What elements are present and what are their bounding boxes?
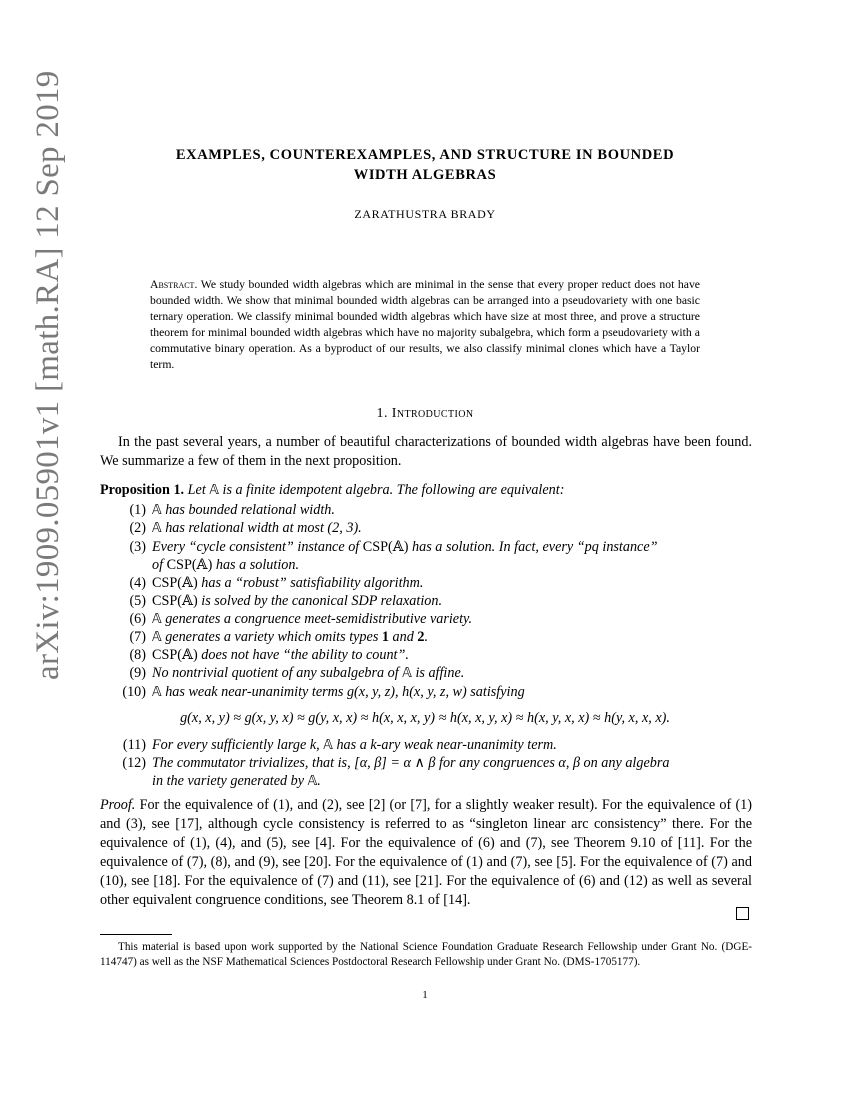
algebra-symbol: 𝔸 [402,666,412,681]
arxiv-stamp: arXiv:1909.05901v1 [math.RA] 12 Sep 2019 [30,70,66,680]
intro-paragraph: In the past several years, a number of beautiful characterizations of bounded width algebras have been found. We summarize a few of them in the next proposition. [100,434,752,469]
item-number: (2) [129,520,146,536]
item-number: (1) [129,502,146,518]
item-text: has weak near-unanimity terms g(x, y, z), h(x, y, z, w) satisfying [165,684,525,700]
paper-title [100,145,750,185]
item-text-dot: . [424,629,429,645]
item-number: (5) [129,593,146,609]
csp-symbol: CSP(𝔸) [166,557,213,573]
footnote-rule [100,934,172,935]
item-number: (8) [129,647,146,663]
csp-symbol: CSP(𝔸) [152,575,198,591]
algebra-symbol: 𝔸 [152,612,162,627]
item-text: has a k-ary weak near-unanimity term. [336,737,557,753]
item-text: does not have “the ability to count”. [201,647,409,663]
item-text: No nontrivial quotient of any subalgebra of [152,665,399,681]
type-two: 2 [417,629,425,645]
csp-symbol: CSP(𝔸) [152,593,198,609]
item-text: For every sufficiently large k, [152,737,320,753]
proof-paragraph [100,796,752,910]
item-number: (6) [129,611,146,627]
item-text: The commutator trivializes, that is, [α, β] = α ∧ β for any congruences α, β on any algebra [152,755,670,771]
item-text-and: and [392,629,414,645]
item-number: (9) [129,665,146,681]
item-text: has a “robust” satisfiability algorithm. [201,575,424,591]
item-text: has relational width at most (2, 3). [165,520,362,536]
item-text: is affine. [415,665,465,681]
csp-symbol: CSP(𝔸) [362,539,409,555]
section-number: 1. [376,406,388,421]
item-text: generates a variety which omits types [165,629,379,645]
item-text: has bounded relational width. [165,502,335,518]
section-title: Introduction [391,406,474,421]
item-number: (3) [129,539,146,555]
abstract [150,277,700,373]
csp-symbol: CSP(𝔸) [152,647,198,663]
proposition-let: Let [187,482,206,498]
algebra-symbol: 𝔸 [152,521,162,536]
algebra-symbol: 𝔸 [307,774,318,789]
proposition-statement: is a finite idempotent algebra. The following are equivalent: [222,482,565,498]
qed-square-icon [736,907,749,920]
type-one: 1 [381,629,389,645]
algebra-symbol: 𝔸 [152,630,162,645]
proof-text: For the equivalence of (1), and (2), see [2] (or [7], for a slightly weaker result). For the equivalence of (1) and (3), see [17], although cycle consistency is referred to as “singleton linear arc consistency” there. For the equivalence of (1), (4), and (5), see [4]. For the equivalence of (6) and (7), see Theorem 9.10 of [11]. For the equivalence of (7), (8), and (9), see [20]. For the equivalence of (1) and (7), see [5]. For the equivalence of (7) and (10), see [18]. For the equivalence of (7) and (11), see [21]. For the equivalence of (6) and (12) as well as several other equivalent congruence conditions, see Theorem 8.1 of [14]. [100,797,752,908]
title-line-1: EXAMPLES, COUNTEREXAMPLES, AND STRUCTURE IN BOUNDED [175,147,675,163]
algebra-symbol: 𝔸 [152,685,162,700]
item-number: (12) [122,755,146,771]
algebra-symbol: 𝔸 [323,738,333,753]
page-number: 1 [422,989,428,1001]
item-number: (11) [122,737,146,753]
section-heading [100,406,750,422]
footnote: This material is based upon work supported by the National Science Foundation Graduate Research Fellowship under Grant No. (DGE-114747) as well as the NSF Mathematical Sciences Postdoctoral Research Fellowship under Grant No. (DMS-1705177). [100,941,752,968]
item-number: (10) [122,684,146,700]
item-text: has a solution. [215,557,300,573]
author: ZARATHUSTRA BRADY [354,207,496,221]
abstract-label: Abstract. [150,278,198,291]
proposition-label: Proposition 1. [100,482,185,498]
proof-label: Proof. [100,797,136,813]
item-text: is solved by the canonical SDP relaxation. [201,593,442,609]
item-text: generates a congruence meet-semidistributive variety. [165,611,473,627]
proposition-header [100,481,752,500]
item-number: (4) [129,575,146,591]
item-number: (7) [129,629,146,645]
item-text: has a solution. In fact, every “pq instance” [412,539,658,555]
abstract-text: We study bounded width algebras which are minimal in the sense that every proper reduct does not have bounded width. We show that minimal bounded width algebras can be arranged into a pseudovariety with one basic ternary operation. We classify minimal bounded width algebras which have size at most three, and prove a structure theorem for minimal bounded width algebras which have no majority subalgebra, which form a pseudovariety with a commutative binary operation. As a byproduct of our results, we also classify minimal clones which have a Taylor term. [150,278,700,371]
algebra-symbol: 𝔸 [152,503,162,518]
item-text: in the variety generated by [152,773,305,789]
item-text: Every “cycle consistent” instance of [152,539,360,555]
title-line-2: WIDTH ALGEBRAS [353,167,497,183]
algebra-symbol: 𝔸 [209,483,219,498]
wnu-formula: g(x, x, y) ≈ g(x, y, x) ≈ g(y, x, x) ≈ h(x, x, x, y) ≈ h(x, x, y, x) ≈ h(x, y, x, x) ≈ h(y, x, x, x). [180,710,670,726]
